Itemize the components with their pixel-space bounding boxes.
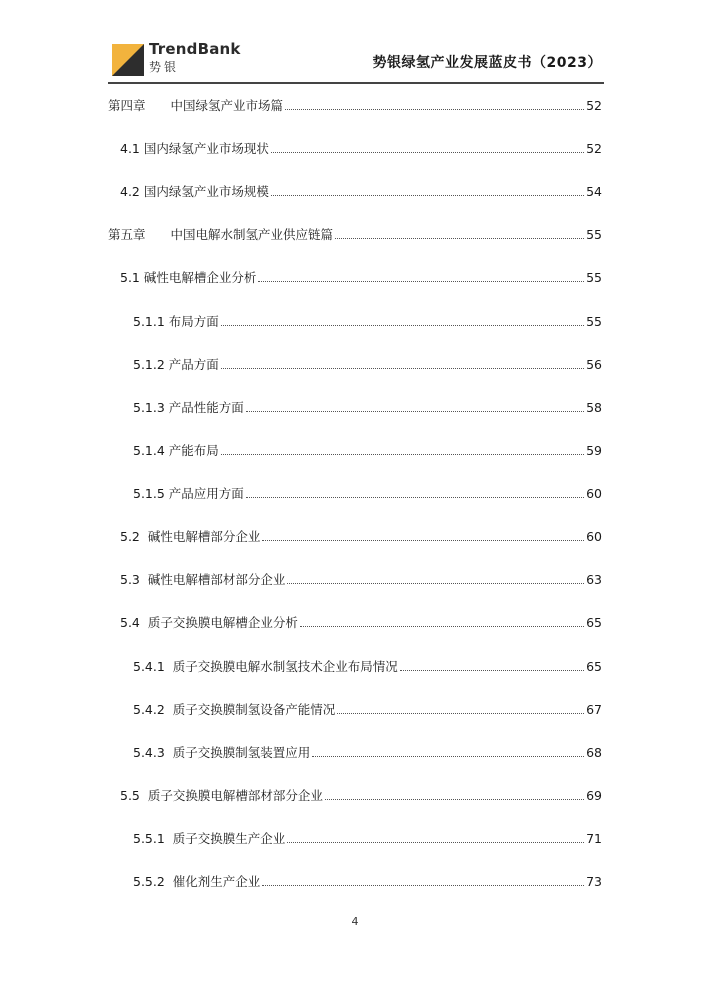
toc-entry[interactable] [133, 313, 602, 331]
toc-entry-page: 60 [586, 486, 602, 501]
toc-entry-number: 5.4.3 [133, 745, 173, 760]
toc-dot-leader [325, 798, 584, 800]
toc-entry-title: 质子交换膜电解水制氢技术企业布局情况 [172, 659, 398, 674]
toc-entry[interactable] [133, 873, 602, 891]
toc-entry-title: 质子交换膜电解槽企业分析 [147, 615, 298, 630]
toc-dot-leader [400, 669, 584, 671]
toc-entry[interactable] [133, 485, 602, 503]
toc-entry-number: 5.1.1 [133, 314, 169, 329]
toc-entry[interactable] [133, 442, 602, 460]
toc-entry[interactable] [108, 226, 602, 244]
toc-entry[interactable] [133, 701, 602, 719]
toc-entry-number: 5.1.2 [133, 357, 169, 372]
toc-entry-page: 56 [586, 357, 602, 372]
toc-entry-number: 5.1.3 [133, 400, 169, 415]
toc-entry-title: 质子交换膜制氢装置应用 [172, 745, 311, 760]
toc-entry-page: 54 [586, 184, 602, 199]
toc-entry-number: 5.2 [120, 529, 148, 544]
toc-entry-page: 65 [586, 659, 602, 674]
toc-entry-number: 5.1 [120, 270, 144, 285]
toc-entry-title: 碱性电解槽部分企业 [147, 529, 261, 544]
toc-entry[interactable] [133, 356, 602, 374]
toc-entry-page: 55 [586, 314, 602, 329]
page-number: 4 [351, 915, 359, 928]
toc-dot-leader [337, 712, 584, 714]
toc-entry-title: 产品性能方面 [168, 400, 244, 415]
toc-entry-number: 5.4 [120, 615, 148, 630]
toc-dot-leader [285, 108, 584, 110]
toc-dot-leader [312, 755, 584, 757]
toc-dot-leader [221, 367, 584, 369]
logo-english: TrendBank [149, 40, 241, 58]
toc-dot-leader [221, 453, 584, 455]
toc-entry[interactable] [120, 183, 602, 201]
toc-entry-number: 5.5 [120, 788, 148, 803]
toc-entry-page: 73 [586, 874, 602, 889]
toc-entry-title: 碱性电解槽部材部分企业 [147, 572, 286, 587]
toc-entry-page: 58 [586, 400, 602, 415]
toc-dot-leader [335, 237, 584, 239]
toc-entry-title: 国内绿氢产业市场规模 [143, 184, 269, 199]
toc-entry-title: 质子交换膜生产企业 [172, 831, 286, 846]
toc-entry-title: 布局方面 [168, 314, 219, 329]
toc-entry-number: 4.1 [120, 141, 144, 156]
toc-dot-leader [246, 496, 584, 498]
toc-entry-title: 产品方面 [168, 357, 219, 372]
toc-dot-leader [262, 539, 584, 541]
toc-entry-page: 55 [586, 227, 602, 242]
toc-entry[interactable] [133, 399, 602, 417]
toc-entry-number: 5.1.4 [133, 443, 169, 458]
toc-dot-leader [287, 582, 584, 584]
toc-entry-title: 国内绿氢产业市场现状 [143, 141, 269, 156]
toc-entry-page: 69 [586, 788, 602, 803]
toc-entry[interactable] [133, 830, 602, 848]
toc-dot-leader [246, 410, 584, 412]
toc-entry-number: 5.1.5 [133, 486, 169, 501]
toc-entry-page: 60 [586, 529, 602, 544]
toc-entry-title: 催化剂生产企业 [172, 874, 261, 889]
toc-entry-page: 52 [586, 141, 602, 156]
toc-dot-leader [271, 151, 584, 153]
toc-entry-number: 5.3 [120, 572, 148, 587]
toc-dot-leader [262, 884, 584, 886]
toc-entry[interactable] [120, 614, 602, 632]
toc-entry-page: 67 [586, 702, 602, 717]
toc-entry[interactable] [133, 744, 602, 762]
toc-dot-leader [271, 194, 584, 196]
toc-entry[interactable] [120, 571, 602, 589]
toc-dot-leader [221, 324, 584, 326]
toc-entry-page: 68 [586, 745, 602, 760]
toc-entry-number: 5.5.2 [133, 874, 173, 889]
toc-entry-title: 产品应用方面 [168, 486, 244, 501]
toc-entry-page: 59 [586, 443, 602, 458]
logo-chinese: 势银 [149, 60, 180, 74]
toc-entry[interactable] [120, 269, 602, 287]
toc-entry-number: 5.4.1 [133, 659, 173, 674]
toc-entry[interactable] [120, 140, 602, 158]
toc-dot-leader [258, 280, 584, 282]
toc-dot-leader [287, 841, 584, 843]
toc-entry[interactable] [120, 787, 602, 805]
toc-entry-page: 63 [586, 572, 602, 587]
document-title: 势银绿氢产业发展蓝皮书（2023） [372, 55, 602, 71]
toc-entry-title: 质子交换膜电解槽部材部分企业 [147, 788, 323, 803]
toc-entry-title: 碱性电解槽企业分析 [143, 270, 257, 285]
toc-entry-number: 第五章 [108, 227, 171, 242]
toc-entry[interactable] [108, 97, 602, 115]
toc-entry-page: 55 [586, 270, 602, 285]
toc-entry[interactable] [133, 658, 602, 676]
toc-entry-title: 中国电解水制氢产业供应链篇 [170, 227, 334, 242]
toc-entry-title: 质子交换膜制氢设备产能情况 [172, 702, 336, 717]
toc-entry-page: 71 [586, 831, 602, 846]
toc-entry[interactable] [120, 528, 602, 546]
toc-entry-number: 4.2 [120, 184, 144, 199]
toc-entry-number: 第四章 [108, 98, 171, 113]
toc-dot-leader [300, 625, 584, 627]
toc-entry-page: 52 [586, 98, 602, 113]
toc-entry-page: 65 [586, 615, 602, 630]
toc-entry-title: 中国绿氢产业市场篇 [170, 98, 284, 113]
toc-entry-title: 产能布局 [168, 443, 219, 458]
toc-entry-number: 5.5.1 [133, 831, 173, 846]
toc-entry-number: 5.4.2 [133, 702, 173, 717]
